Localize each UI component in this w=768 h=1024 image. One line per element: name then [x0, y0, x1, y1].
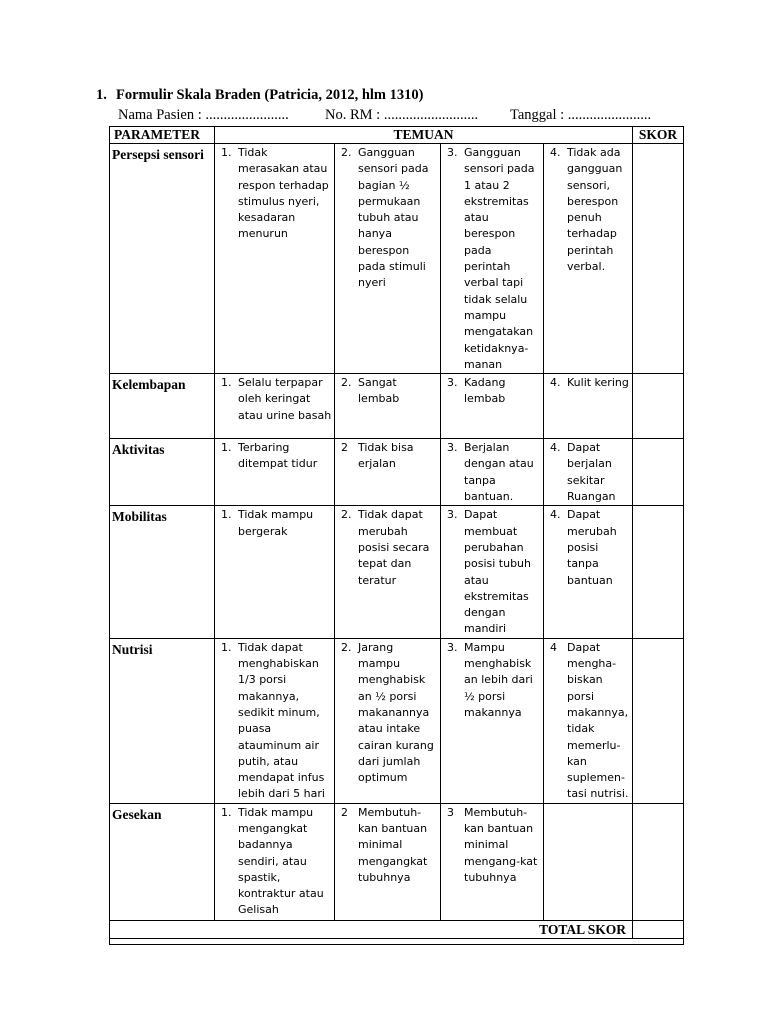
finding-number: 1. — [221, 640, 232, 654]
finding-text: Kulit kering — [567, 376, 629, 390]
finding-text: Gangguan sensori pada 1 atau 2 ekstremitas atau berespon pada perintah verbal tapi tidak selalu mampu mengatakan ketidaknya-manan — [464, 146, 535, 371]
title-number: 1. — [96, 87, 107, 103]
table-row — [110, 144, 684, 374]
table-row — [110, 439, 684, 506]
finding-text: Membutuh-kan bantuan minimal mengangkat tubuhnya — [358, 805, 428, 884]
finding-number: 4. — [550, 508, 561, 522]
finding-text: Jarang mampu menghabisk an ½ porsi makanannya atau intake cairan kurang dari jumlah optimum — [358, 640, 434, 785]
finding-cell — [215, 374, 335, 439]
parameter-cell: Persepsi sensori — [110, 144, 215, 374]
finding-text: Tidak mampu bergerak — [238, 508, 314, 538]
finding-number: 1. — [221, 376, 232, 390]
finding-cell — [544, 144, 633, 374]
finding-text: Tidak bisa erjalan — [358, 441, 414, 471]
finding-text: Terbaring ditempat tidur — [238, 441, 318, 471]
form-title — [96, 87, 423, 104]
finding-cell — [544, 638, 633, 803]
finding-number: 1. — [221, 146, 232, 159]
finding-number: 3. — [447, 441, 458, 455]
score-cell[interactable] — [633, 374, 684, 439]
finding-number: 3. — [447, 508, 458, 522]
score-cell[interactable] — [633, 144, 684, 374]
finding-cell — [335, 439, 441, 506]
finding-number: 2. — [341, 640, 352, 654]
finding-text: Tidak ada gangguan sensori, berespon penuh terhadap perintah verbal. — [567, 146, 623, 274]
finding-number: 2 — [341, 441, 348, 455]
finding-cell — [335, 638, 441, 803]
total-score-cell[interactable] — [633, 920, 684, 938]
score-cell[interactable] — [633, 803, 684, 920]
finding-cell — [544, 439, 633, 506]
finding-cell — [544, 803, 633, 920]
finding-cell — [215, 144, 335, 374]
date-field: Tanggal : ....................... — [510, 107, 652, 123]
finding-cell — [335, 803, 441, 920]
blank-row — [110, 938, 684, 944]
finding-text: Sangat lembab — [358, 376, 400, 406]
parameter-cell: Kelembapan — [110, 374, 215, 439]
header-row — [110, 127, 684, 144]
finding-number: 1. — [221, 508, 232, 522]
finding-text: Dapat mengha-biskan porsi makannya, tidak memerlu-kan suplemen-tasi nutrisi. — [567, 640, 629, 801]
finding-cell — [441, 803, 544, 920]
table-row — [110, 374, 684, 439]
finding-cell — [335, 506, 441, 638]
finding-cell — [441, 439, 544, 506]
score-cell[interactable] — [633, 638, 684, 803]
finding-cell — [441, 144, 544, 374]
finding-cell — [544, 374, 633, 439]
parameter-cell: Nutrisi — [110, 638, 215, 803]
finding-text: Kadang lembab — [464, 376, 506, 406]
finding-text: Mampu menghabisk an lebih dari ½ porsi makannya — [464, 640, 533, 719]
finding-number: 3. — [447, 376, 458, 390]
finding-number: 2. — [341, 508, 352, 522]
finding-number: 4. — [550, 146, 561, 159]
finding-cell — [215, 439, 335, 506]
header-temuan: TEMUAN — [215, 127, 633, 144]
finding-number: 4 — [550, 640, 557, 654]
header-skor: SKOR — [633, 127, 684, 144]
score-cell[interactable] — [633, 439, 684, 506]
finding-cell — [215, 506, 335, 638]
finding-number: 2 — [341, 805, 348, 819]
finding-number: 3. — [447, 640, 458, 654]
medical-record-field: No. RM : .......................... — [325, 107, 479, 123]
total-score-label: TOTAL SKOR — [110, 920, 633, 938]
finding-text: Tidak dapat merubah posisi secara tepat dan teratur — [358, 508, 430, 587]
finding-number: 1. — [221, 441, 232, 455]
finding-text: Dapat berjalan sekitar Ruangan — [567, 441, 616, 504]
finding-cell — [335, 144, 441, 374]
finding-cell — [544, 506, 633, 638]
finding-text: Selalu terpapar oleh keringat atau urine basah — [238, 376, 332, 422]
finding-cell — [215, 803, 335, 920]
table-row — [110, 638, 684, 803]
finding-number: 2. — [341, 146, 352, 159]
finding-number: 4. — [550, 441, 561, 455]
parameter-cell: Aktivitas — [110, 439, 215, 506]
finding-text: Gangguan sensori pada bagian ½ permukaan tubuh atau hanya berespon pada stimuli nyeri — [358, 146, 429, 290]
finding-text: Tidak dapat menghabiskan 1/3 porsi makannya, sedikit minum, puasa atauminum air putih, atau mendapat infus lebih dari 5 hari — [238, 640, 325, 801]
finding-number: 4. — [550, 376, 561, 390]
parameter-cell: Gesekan — [110, 803, 215, 920]
table-row — [110, 803, 684, 920]
finding-cell — [215, 638, 335, 803]
finding-cell — [441, 374, 544, 439]
blank-cell — [110, 938, 684, 944]
finding-cell — [441, 638, 544, 803]
finding-cell — [441, 506, 544, 638]
finding-text: Tidak mampu mengangkat badannya sendiri, atau spastik, kontraktur atau Gelisah — [238, 805, 324, 917]
finding-text: Membutuh-kan bantuan minimal mengang-kat tubuhnya — [464, 805, 538, 884]
patient-name-field: Nama Pasien : ....................... — [118, 107, 289, 123]
finding-number: 1. — [221, 805, 232, 819]
header-parameter: PARAMETER — [110, 127, 215, 144]
finding-text: Dapat membuat perubahan posisi tubuh atau ekstremitas dengan mandiri — [464, 508, 531, 636]
finding-number: 3. — [447, 146, 458, 159]
score-cell[interactable] — [633, 506, 684, 638]
title-text: Formulir Skala Braden (Patricia, 2012, hlm 1310) — [116, 87, 424, 103]
finding-text: Berjalan dengan atau tanpa bantuan. — [464, 441, 534, 504]
finding-number: 2. — [341, 376, 352, 390]
finding-number: 3 — [447, 805, 454, 819]
finding-text: Tidak merasakan atau respon terhadap stimulus nyeri, kesadaran menurun — [238, 146, 329, 241]
finding-cell — [335, 374, 441, 439]
total-row — [110, 920, 684, 938]
parameter-cell: Mobilitas — [110, 506, 215, 638]
braden-scale-table — [109, 126, 684, 945]
table-row — [110, 506, 684, 638]
finding-text: Dapat merubah posisi tanpa bantuan — [567, 508, 617, 587]
